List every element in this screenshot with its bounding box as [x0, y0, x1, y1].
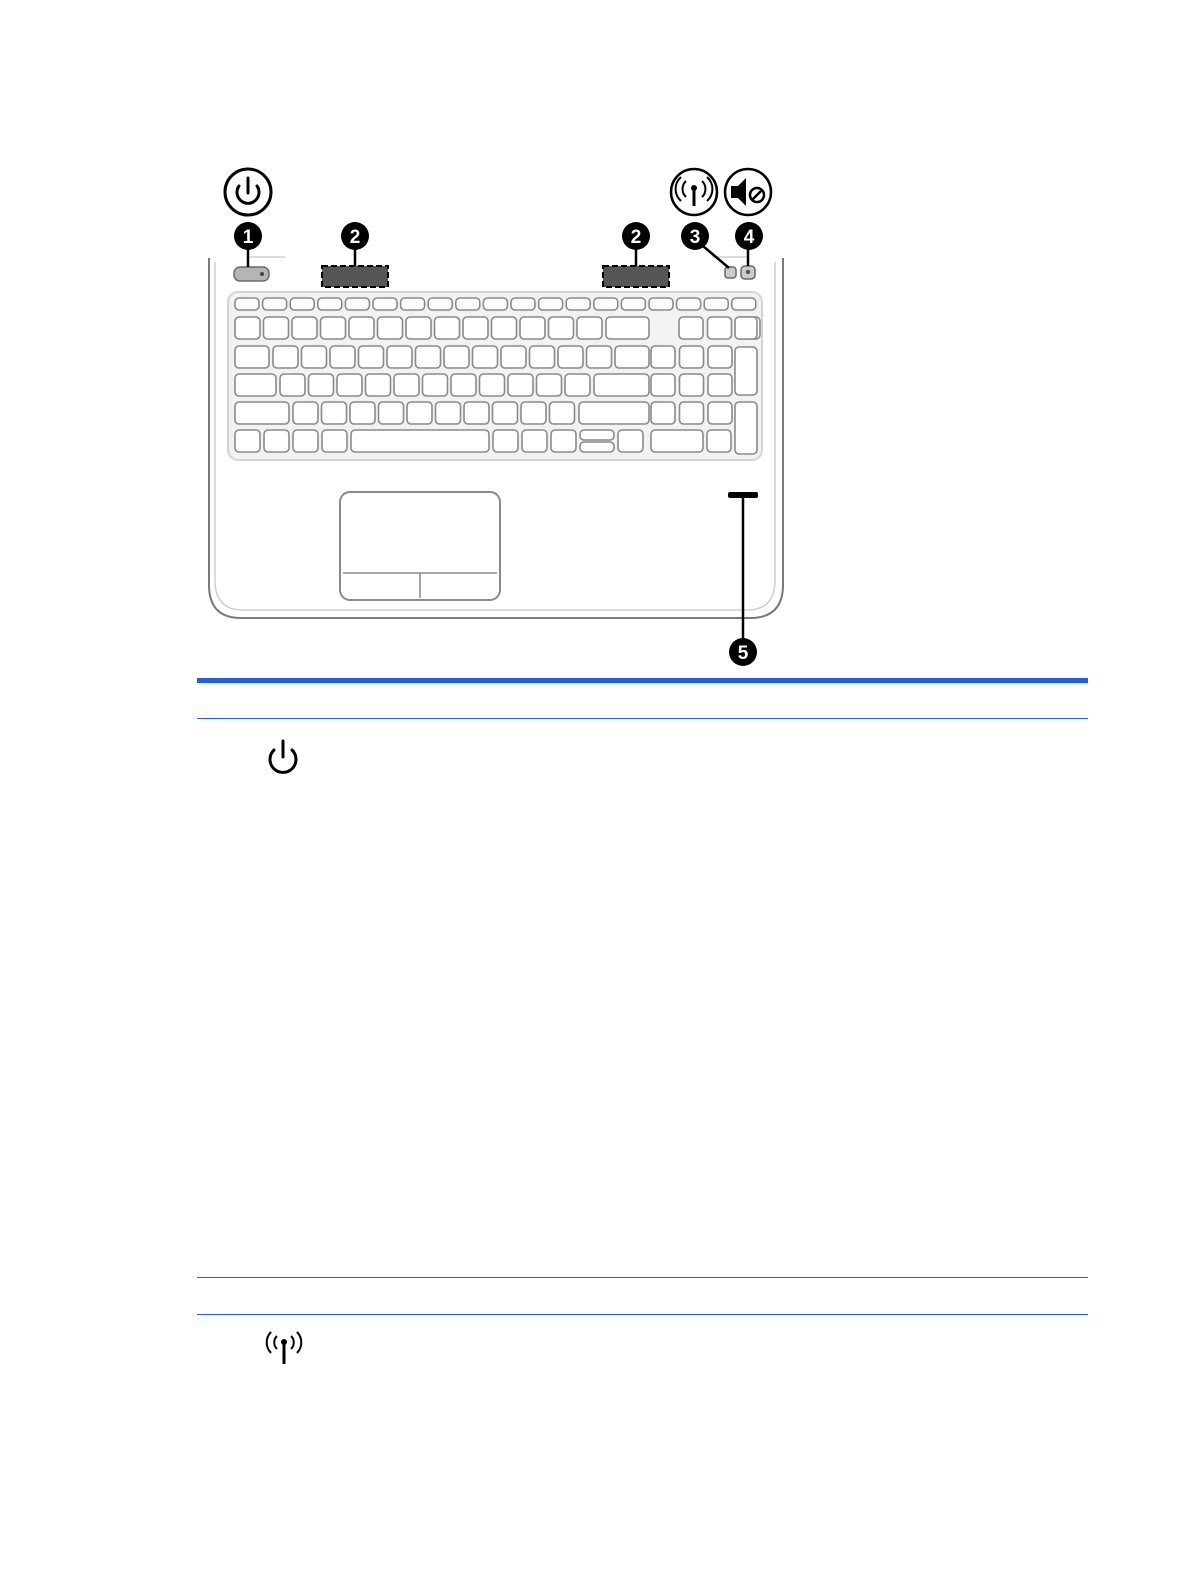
- keyboard-key: [387, 346, 412, 368]
- keyboard-key: [594, 298, 618, 310]
- keyboard-key: [651, 374, 675, 396]
- svg-text:2: 2: [349, 227, 361, 248]
- keyboard-key: [359, 346, 384, 368]
- keyboard-key: [330, 346, 355, 368]
- svg-text:2: 2: [630, 227, 642, 248]
- keyboard-key: [423, 374, 448, 396]
- keyboard-key: [309, 374, 334, 396]
- mute-button: [741, 266, 755, 279]
- keyboard-key: [732, 298, 756, 310]
- keyboard-key: [680, 402, 704, 424]
- keyboard-key: [264, 430, 289, 452]
- keyboard-key: [406, 317, 431, 339]
- keyboard-key: [456, 298, 480, 310]
- keyboard-key: [401, 298, 425, 310]
- keyboard-key: [521, 402, 546, 424]
- keyboard-key: [451, 374, 476, 396]
- keyboard-key: [651, 430, 703, 452]
- keyboard-key: [708, 402, 732, 424]
- keyboard-key: [351, 430, 489, 452]
- keyboard-key: [493, 430, 518, 452]
- keyboard-key: [350, 402, 375, 424]
- keyboard-key: [273, 346, 298, 368]
- keyboard-key: [366, 374, 391, 396]
- keyboard-key: [407, 402, 432, 424]
- power-button: [234, 267, 269, 281]
- keyboard-key: [565, 374, 590, 396]
- keyboard-key: [264, 317, 289, 339]
- keyboard-key: [473, 346, 498, 368]
- keyboard-key: [235, 374, 276, 396]
- keyboard-key: [280, 374, 305, 396]
- keyboard-key: [322, 430, 347, 452]
- keyboard-key: [704, 298, 728, 310]
- keyboard-key: [235, 298, 259, 310]
- keyboard-key: [235, 346, 269, 368]
- svg-text:3: 3: [689, 227, 701, 248]
- keyboard-key: [464, 402, 489, 424]
- keyboard-key: [302, 346, 327, 368]
- keyboard-key: [677, 298, 701, 310]
- svg-text:1: 1: [242, 227, 254, 248]
- keyboard-key: [618, 430, 643, 452]
- keyboard-key: [463, 317, 488, 339]
- keyboard-key: [735, 317, 757, 339]
- keyboard-key: [558, 346, 583, 368]
- keyboard-key: [235, 402, 289, 424]
- fingerprint-reader: [728, 492, 758, 498]
- keyboard-key: [444, 346, 469, 368]
- callout-3: [681, 222, 709, 250]
- touchpad: [340, 492, 500, 600]
- keyboard-key: [483, 298, 507, 310]
- keyboard-key: [435, 317, 460, 339]
- keyboard-key: [373, 298, 397, 310]
- keyboard-key: [580, 442, 614, 452]
- keyboard-key: [379, 402, 404, 424]
- keyboard-key: [235, 317, 260, 339]
- callout-2-left: [341, 222, 369, 250]
- callout-1: [234, 222, 262, 250]
- keyboard-key: [501, 346, 526, 368]
- keyboard-key: [580, 430, 614, 440]
- keyboard-key: [263, 298, 287, 310]
- keyboard-key: [493, 402, 518, 424]
- keyboard-key: [318, 298, 342, 310]
- wireless-button: [725, 267, 736, 278]
- keyboard-key: [550, 402, 575, 424]
- keyboard-key: [337, 374, 362, 396]
- keyboard-key: [378, 317, 403, 339]
- speaker-right: [603, 266, 669, 287]
- callout-2-right: [622, 222, 650, 250]
- keyboard-key: [511, 298, 535, 310]
- keyboard-key: [520, 317, 545, 339]
- callout-5: [729, 638, 757, 666]
- keyboard-key: [492, 317, 517, 339]
- keyboard-key: [549, 317, 574, 339]
- keyboard-key: [651, 346, 675, 368]
- keyboard-key: [530, 346, 555, 368]
- keyboard-key: [428, 298, 452, 310]
- keyboard-key: [508, 374, 533, 396]
- keyboard-key: [594, 374, 649, 396]
- keyboard-key: [322, 402, 347, 424]
- keyboard-key: [606, 317, 649, 339]
- keyboard-key: [708, 346, 732, 368]
- keyboard-key: [615, 346, 649, 368]
- keyboard-key: [680, 374, 704, 396]
- table-header-rule: [197, 718, 1088, 719]
- keyboard-key: [707, 430, 731, 452]
- keyboard-key: [293, 402, 318, 424]
- keyboard-key: [537, 374, 562, 396]
- table-row-rule-2: [197, 1314, 1088, 1315]
- wireless-icon: [671, 169, 717, 215]
- speaker-left: [322, 266, 388, 287]
- keyboard-key: [649, 298, 673, 310]
- svg-text:5: 5: [737, 643, 749, 664]
- keyboard-key: [235, 430, 260, 452]
- keyboard-key: [436, 402, 461, 424]
- keyboard-key: [577, 317, 602, 339]
- keyboard-key: [680, 346, 704, 368]
- keyboard-key: [349, 317, 374, 339]
- keyboard-key: [539, 298, 563, 310]
- keyboard-key: [480, 374, 505, 396]
- table-row-rule-1: [197, 1277, 1088, 1278]
- keyboard-key: [394, 374, 419, 396]
- keyboard-key: [293, 430, 318, 452]
- table-top-rule: [197, 678, 1088, 683]
- svg-text:4: 4: [743, 227, 755, 248]
- keyboard-key: [679, 317, 703, 339]
- callout-4: [735, 222, 763, 250]
- keyboard-key: [292, 317, 317, 339]
- keyboard: [228, 292, 762, 460]
- keyboard-key: [708, 317, 732, 339]
- keyboard-key: [321, 317, 346, 339]
- keyboard-key: [551, 430, 576, 452]
- power-icon: [225, 169, 271, 215]
- keyboard-key: [587, 346, 612, 368]
- keyboard-key: [566, 298, 590, 310]
- keyboard-key: [708, 374, 732, 396]
- wireless-icon: [262, 1330, 306, 1373]
- keyboard-key: [290, 298, 314, 310]
- power-icon: [263, 738, 303, 781]
- keyboard-key: [416, 346, 441, 368]
- keyboard-key: [579, 402, 649, 424]
- keyboard-key: [621, 298, 645, 310]
- keyboard-key: [345, 298, 369, 310]
- laptop-top-view-figure: [195, 160, 795, 670]
- keyboard-key: [522, 430, 547, 452]
- mute-icon: [725, 169, 771, 215]
- keyboard-key: [651, 402, 675, 424]
